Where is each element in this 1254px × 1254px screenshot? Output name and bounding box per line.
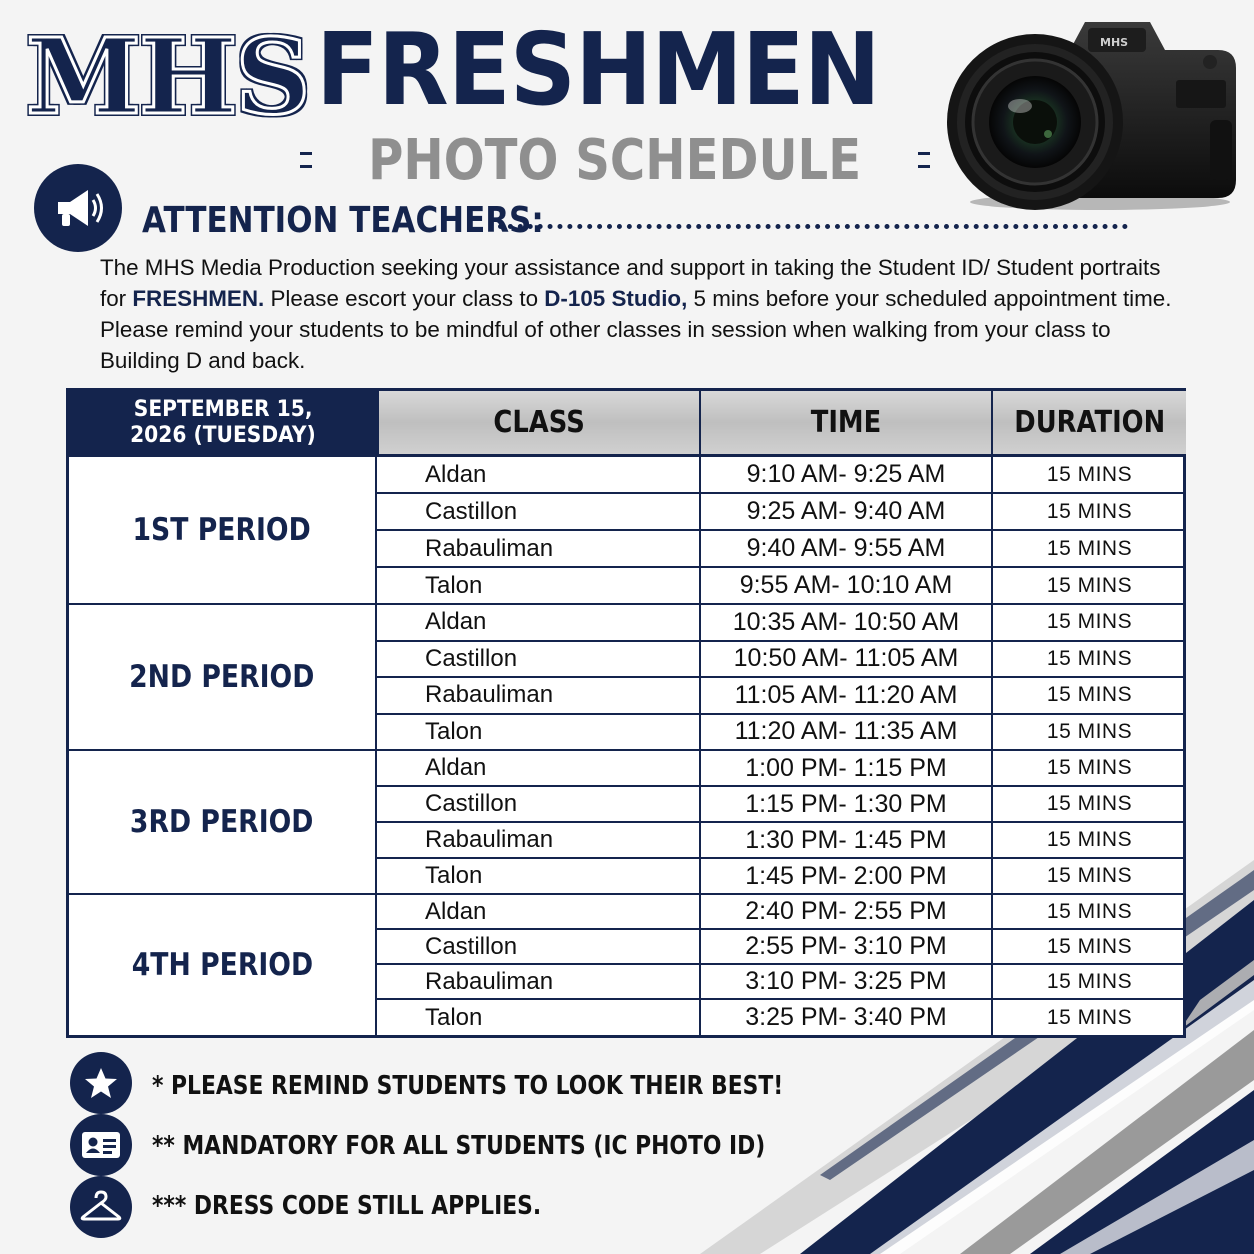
period-label: 4TH PERIOD [131, 947, 313, 983]
time-cell: 9:55 AM- 10:10 AM [699, 568, 991, 603]
time-cell: 11:20 AM- 11:35 AM [699, 715, 991, 750]
table-row [377, 531, 1186, 568]
table-row [377, 605, 1186, 642]
time-cell: 1:00 PM- 1:15 PM [699, 751, 991, 785]
duration-cell: 15 MINS [991, 1000, 1186, 1035]
intro-bold-studio: D-105 Studio, [544, 286, 688, 311]
note-look-best: * PLEASE REMIND STUDENTS TO LOOK THEIR BEST! [152, 1071, 784, 1101]
note-badge-star [70, 1052, 132, 1114]
duration-cell: 15 MINS [991, 531, 1186, 566]
table-row [377, 965, 1186, 1000]
period-label-cell [69, 457, 377, 605]
megaphone-icon [48, 178, 108, 238]
table-row [377, 457, 1186, 494]
duration-cell: 15 MINS [991, 859, 1186, 893]
time-cell: 3:10 PM- 3:25 PM [699, 965, 991, 998]
time-cell: 1:45 PM- 2:00 PM [699, 859, 991, 893]
period-label-cell [69, 751, 377, 895]
date-header [69, 391, 377, 457]
duration-cell: 15 MINS [991, 494, 1186, 529]
table-row [377, 568, 1186, 605]
period-label: 2ND PERIOD [129, 659, 315, 695]
period-label: 1ST PERIOD [132, 512, 312, 548]
intro-text-2: Please escort your class to [264, 286, 545, 311]
table-row [377, 751, 1186, 787]
time-cell: 11:05 AM- 11:20 AM [699, 678, 991, 713]
note-badge-id [70, 1114, 132, 1176]
table-row [377, 642, 1186, 679]
star-icon [83, 1065, 119, 1101]
date-line-1: SEPTEMBER 15, [133, 396, 313, 422]
id-card-icon [81, 1130, 121, 1160]
class-cell: Castillon [425, 644, 518, 672]
intro-paragraph [100, 252, 1180, 376]
table-row [377, 1000, 1186, 1035]
page-subtitle: PHOTO SCHEDULE [368, 127, 862, 193]
duration-cell: 15 MINS [991, 568, 1186, 603]
period-label: 3RD PERIOD [130, 804, 314, 840]
intro-text-3: 5 mins before your scheduled appointment time. Please remind your students to be mindful of other classes in session when walking from your class to Building D and back. [100, 286, 1172, 373]
subtitle-rule-left [300, 152, 312, 168]
time-cell: 10:35 AM- 10:50 AM [699, 605, 991, 640]
duration-cell: 15 MINS [991, 605, 1186, 640]
table-row [377, 787, 1186, 823]
column-header-duration: DURATION [991, 391, 1186, 457]
class-cell: Rabauliman [425, 681, 554, 709]
page-title: FRESHMEN [316, 11, 880, 128]
subtitle-rule-right [918, 152, 930, 168]
column-header-class: CLASS [377, 391, 699, 457]
table-row [377, 823, 1186, 859]
class-cell: Talon [425, 1003, 483, 1031]
class-cell: Rabauliman [425, 967, 554, 995]
class-cell: Talon [425, 717, 483, 745]
duration-cell: 15 MINS [991, 823, 1186, 857]
note-badge-hanger [70, 1176, 132, 1238]
class-cell: Aldan [425, 754, 487, 781]
class-cell: Castillon [425, 790, 518, 817]
camera-brand-label: MHS [1100, 36, 1129, 49]
hanger-icon [80, 1190, 122, 1224]
class-cell: Castillon [425, 932, 518, 960]
table-row [377, 678, 1186, 715]
column-header-time: TIME [699, 391, 991, 457]
date-line-2: 2026 (TUESDAY) [130, 422, 316, 448]
note-dress-code: *** DRESS CODE STILL APPLIES. [152, 1191, 542, 1221]
class-cell: Rabauliman [425, 826, 554, 853]
period-label-cell [69, 605, 377, 751]
note-mandatory: ** MANDATORY FOR ALL STUDENTS (IC PHOTO ID) [152, 1131, 766, 1161]
time-cell: 3:25 PM- 3:40 PM [699, 1000, 991, 1035]
duration-cell: 15 MINS [991, 457, 1186, 492]
class-cell: Talon [425, 862, 483, 889]
duration-cell: 15 MINS [991, 678, 1186, 713]
class-cell: Talon [425, 571, 483, 599]
table-row [377, 930, 1186, 965]
duration-cell: 15 MINS [991, 715, 1186, 750]
table-row [377, 895, 1186, 930]
class-cell: Aldan [425, 608, 487, 636]
time-cell: 1:15 PM- 1:30 PM [699, 787, 991, 821]
table-row [377, 715, 1186, 752]
dotted-divider [498, 224, 1128, 229]
class-cell: Castillon [425, 497, 518, 525]
time-cell: 9:40 AM- 9:55 AM [699, 531, 991, 566]
duration-cell: 15 MINS [991, 930, 1186, 963]
duration-cell: 15 MINS [991, 895, 1186, 928]
time-cell: 1:30 PM- 1:45 PM [699, 823, 991, 857]
intro-text-1: The MHS Media Production seeking your assistance and support in taking the Student ID/ Student portraits for [100, 255, 1161, 311]
camera-icon [940, 10, 1240, 210]
duration-cell: 15 MINS [991, 787, 1186, 821]
attention-heading: ATTENTION TEACHERS: [142, 200, 544, 241]
megaphone-badge [34, 164, 122, 252]
duration-cell: 15 MINS [991, 965, 1186, 998]
intro-bold-freshmen: FRESHMEN. [132, 286, 265, 311]
duration-cell: 15 MINS [991, 642, 1186, 677]
table-row [377, 494, 1186, 531]
subtitle-row [300, 128, 930, 192]
time-cell: 10:50 AM- 11:05 AM [699, 642, 991, 677]
time-cell: 2:55 PM- 3:10 PM [699, 930, 991, 963]
time-cell: 9:10 AM- 9:25 AM [699, 457, 991, 492]
class-cell: Aldan [425, 897, 487, 925]
time-cell: 9:25 AM- 9:40 AM [699, 494, 991, 529]
time-cell: 2:40 PM- 2:55 PM [699, 895, 991, 928]
class-cell: Aldan [425, 460, 487, 488]
table-row [377, 859, 1186, 895]
duration-cell: 15 MINS [991, 751, 1186, 785]
schedule-table [66, 388, 1186, 1038]
period-label-cell [69, 895, 377, 1035]
class-cell: Rabauliman [425, 534, 554, 562]
mhs-logo: MHS [26, 15, 309, 138]
